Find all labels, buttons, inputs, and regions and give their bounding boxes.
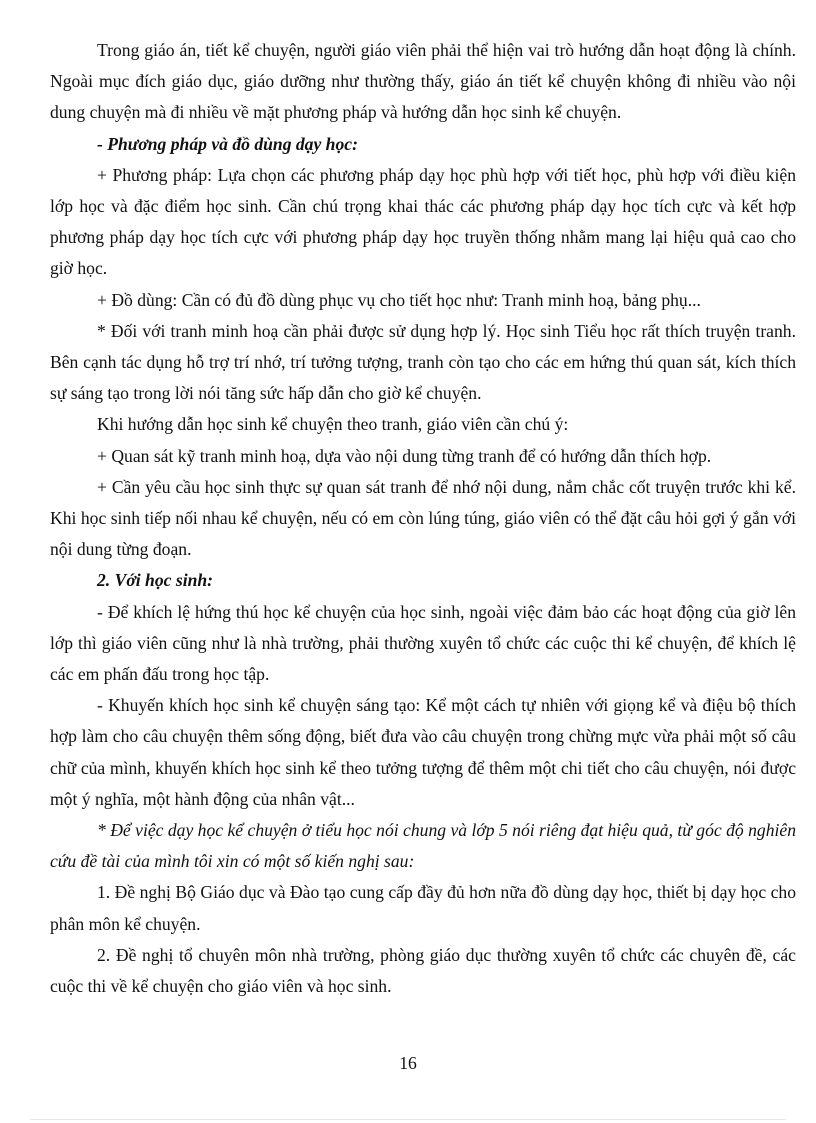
heading-methods-equipment: - Phương pháp và đồ dùng dạy học: — [97, 133, 358, 154]
paragraph-methods: + Phương pháp: Lựa chọn các phương pháp dạy học phù hợp với tiết học, phù hợp với điều kiện lớp học và đặc điểm học sinh. Cần chú trọng khai thác các phương pháp dạy học tích cực và kết hợp phương pháp dạy học tích cực với phương pháp dạy học truyền thống nhằm mang lại hiệu quả cao cho giờ học. — [50, 164, 796, 279]
paragraph-creative: - Khuyến khích học sinh kể chuyện sáng tạo: Kể một cách tự nhiên với giọng kể và điệu bộ thích hợp làm cho câu chuyện thêm sống động, biết đưa vào câu chuyện trong chừng mực vừa phải một số câu chữ của mình, khuyến khích học sinh kể theo tưởng tượng để thêm một chi tiết cho câu chuyện, nói được một ý nghĩa, một hành động của nhân vật... — [50, 695, 796, 809]
paragraph-require: + Cần yêu cầu học sinh thực sự quan sát tranh để nhớ nội dung, nắm chắc cốt truyện trước khi kể. Khi học sinh tiếp nối nhau kể chuyện, nếu có em còn lúng túng, giáo viên có thể đặt câu hỏi gợi ý gắn với nội dung từng đoạn. — [50, 476, 796, 560]
paragraph-intro: Trong giáo án, tiết kể chuyện, người giáo viên phải thể hiện vai trò hướng dẫn hoạt động là chính. Ngoài mục đích giáo dục, giáo dưỡng như thường thấy, giáo án tiết kể chuyện không đi nhiều vào nội dung chuyện mà đi nhiều về mặt phương pháp và hướng dẫn học sinh kể chuyện. — [50, 40, 796, 123]
paragraph-recommendation-1: 1. Đề nghị Bộ Giáo dục và Đào tạo cung cấp đầy đủ hơn nữa đồ dùng dạy học, thiết bị dạy học cho phân môn kể chuyện. — [50, 882, 796, 934]
footer-divider — [30, 1119, 786, 1120]
heading-students: 2. Với học sinh: — [97, 570, 214, 591]
paragraph-illustrations: * Đối với tranh minh hoạ cần phải được sử dụng hợp lý. Học sinh Tiểu học rất thích truyện tranh. Bên cạnh tác dụng hỗ trợ trí nhớ, trí tưởng tượng, tranh còn tạo cho các em hứng thú quan sát, kích thích sự sáng tạo trong lời nói tăng sức hấp dẫn cho giờ kể chuyện. — [50, 320, 796, 404]
page-body — [50, 35, 796, 1002]
paragraph-recommendation-2: 2. Đề nghị tổ chuyên môn nhà trường, phòng giáo dục thường xuyên tổ chức các chuyên đề, các cuộc thi về kể chuyện cho giáo viên và học sinh. — [50, 944, 796, 997]
paragraph-guidance-intro: Khi hướng dẫn học sinh kể chuyện theo tranh, giáo viên cần chú ý: — [97, 414, 569, 435]
paragraph-equipment: + Đồ dùng: Cần có đủ đồ dùng phục vụ cho tiết học như: Tranh minh hoạ, bảng phụ... — [97, 289, 701, 310]
paragraph-observe: + Quan sát kỹ tranh minh hoạ, dựa vào nội dung từng tranh để có hướng dẫn thích hợp. — [97, 445, 712, 466]
paragraph-recommendations-intro: * Để việc dạy học kể chuyện ở tiểu học nói chung và lớp 5 nói riêng đạt hiệu quả, từ góc độ nghiên cứu đề tài của mình tôi xin có một số kiến nghị sau: — [50, 820, 796, 872]
page-number: 16 — [399, 1053, 417, 1073]
paragraph-encourage: - Để khích lệ hứng thú học kể chuyện của học sinh, ngoài việc đảm bảo các hoạt động của giờ lên lớp thì giáo viên cũng như là nhà trường, phải thường xuyên tổ chức các cuộc thi kể chuyện, để khích lệ các em phấn đấu trong học tập. — [50, 601, 796, 685]
